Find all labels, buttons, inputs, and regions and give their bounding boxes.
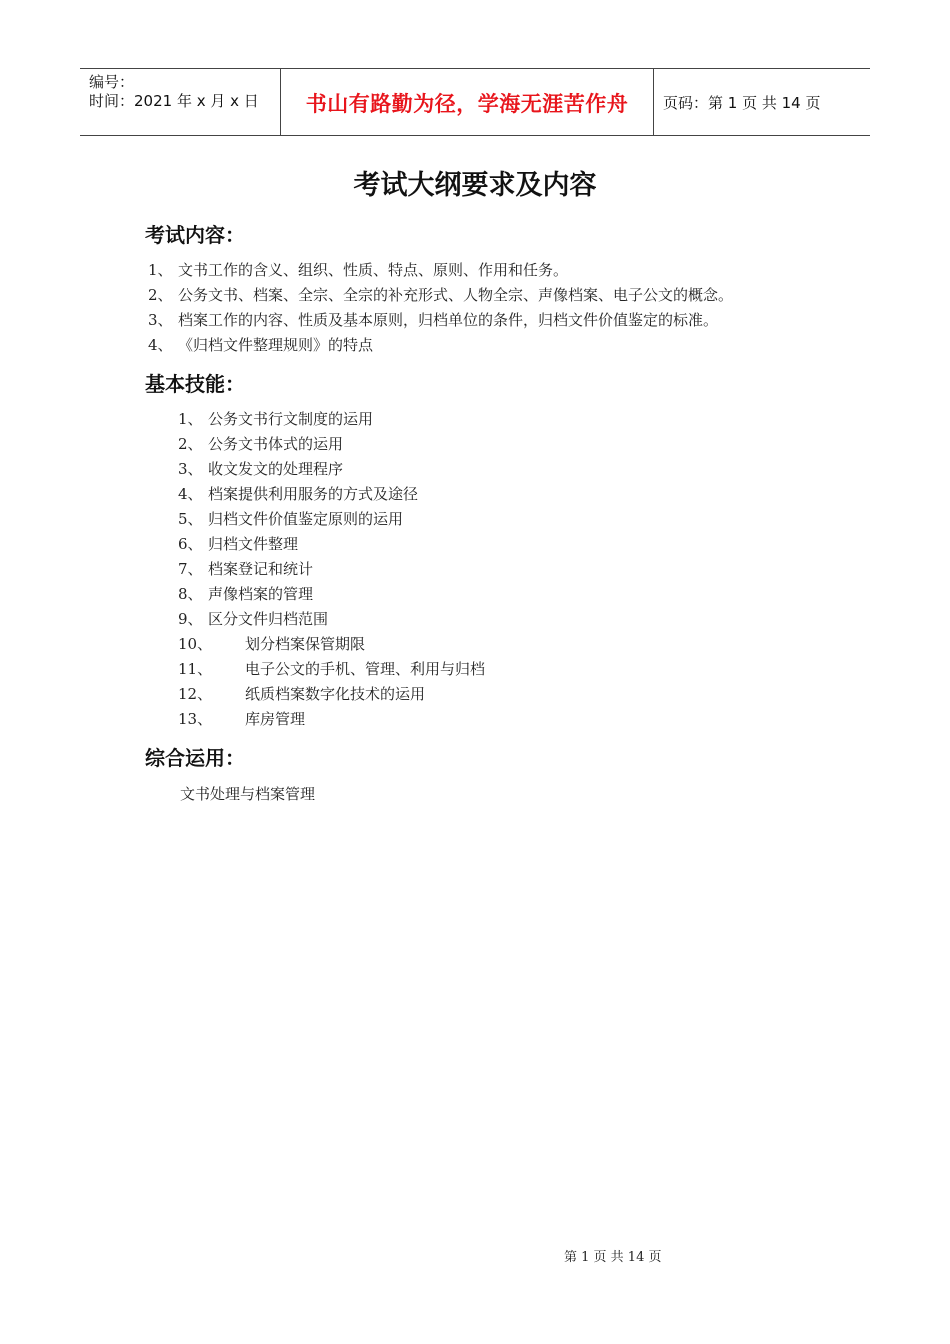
list-item-text: 公务文书、档案、全宗、全宗的补充形式、人物全宗、声像档案、电子公文的概念。 <box>178 286 734 304</box>
list-item <box>178 657 485 682</box>
list-item-text: 区分文件归档范围 <box>208 610 329 628</box>
list-item <box>148 333 733 358</box>
section-heading-content: 考试内容： <box>145 223 245 247</box>
list-item-number: 2、 <box>148 286 173 304</box>
list-item <box>148 308 733 333</box>
content-list <box>148 258 733 358</box>
section-heading-application: 综合运用： <box>145 746 245 770</box>
list-item <box>178 582 485 607</box>
list-item-text: 归档文件价值鉴定原则的运用 <box>208 510 404 528</box>
list-item-text: 电子公文的手机、管理、利用与归档 <box>245 660 486 678</box>
list-item <box>178 507 485 532</box>
header-motto: 书山有路勤为径，学海无涯苦作舟 <box>281 69 654 135</box>
list-item-number: 12、 <box>178 685 213 703</box>
list-item <box>178 707 485 732</box>
list-item <box>148 258 733 283</box>
list-item-text: 划分档案保管期限 <box>245 635 366 653</box>
list-item-number: 2、 <box>178 435 203 453</box>
list-item-number: 4、 <box>178 485 203 503</box>
list-item-number: 9、 <box>178 610 203 628</box>
list-item-text: 归档文件整理 <box>208 535 299 553</box>
header-page-info: 页码：第 1 页 共 14 页 <box>663 93 821 112</box>
list-item <box>178 432 485 457</box>
list-item-text: 公务文书体式的运用 <box>208 435 344 453</box>
list-item-text: 纸质档案数字化技术的运用 <box>245 685 426 703</box>
list-item-number: 13、 <box>178 710 213 728</box>
list-item-text: 文书工作的含义、组织、性质、特点、原则、作用和任务。 <box>178 261 569 279</box>
page-footer: 第 1 页 共 14 页 <box>564 1250 662 1265</box>
list-item-text: 收文发文的处理程序 <box>208 460 344 478</box>
list-item-number: 1、 <box>148 261 173 279</box>
list-item <box>178 457 485 482</box>
list-item-text: 档案工作的内容、性质及基本原则，归档单位的条件，归档文件价值鉴定的标准。 <box>178 311 719 329</box>
list-item <box>178 532 485 557</box>
list-item <box>178 682 485 707</box>
list-item <box>178 407 485 432</box>
document-number-label: 编号： <box>89 73 135 91</box>
list-item-number: 10、 <box>178 635 213 653</box>
document-header <box>80 68 870 136</box>
list-item-number: 6、 <box>178 535 203 553</box>
list-item-text: 档案提供利用服务的方式及途径 <box>208 485 419 503</box>
section-heading-skills: 基本技能： <box>145 372 245 396</box>
list-item-text: 档案登记和统计 <box>208 560 314 578</box>
list-item-number: 3、 <box>178 460 203 478</box>
list-item-number: 5、 <box>178 510 203 528</box>
list-item-number: 4、 <box>148 336 173 354</box>
list-item <box>178 632 485 657</box>
list-item-text: 公务文书行文制度的运用 <box>208 410 374 428</box>
list-item-number: 7、 <box>178 560 203 578</box>
application-text: 文书处理与档案管理 <box>180 785 316 803</box>
page-title: 考试大纲要求及内容 <box>353 170 597 201</box>
list-item <box>178 482 485 507</box>
list-item-text: 《归档文件整理规则》的特点 <box>178 336 374 354</box>
list-item-number: 3、 <box>148 311 173 329</box>
list-item <box>148 283 733 308</box>
list-item-number: 1、 <box>178 410 203 428</box>
list-item-number: 8、 <box>178 585 203 603</box>
skills-list <box>178 407 485 732</box>
list-item <box>178 557 485 582</box>
document-date: 时间：2021 年 x 月 x 日 <box>89 92 259 110</box>
list-item-number: 11、 <box>178 660 213 678</box>
list-item-text: 库房管理 <box>245 710 306 728</box>
header-meta <box>80 69 281 135</box>
list-item-text: 声像档案的管理 <box>208 585 314 603</box>
list-item <box>178 607 485 632</box>
